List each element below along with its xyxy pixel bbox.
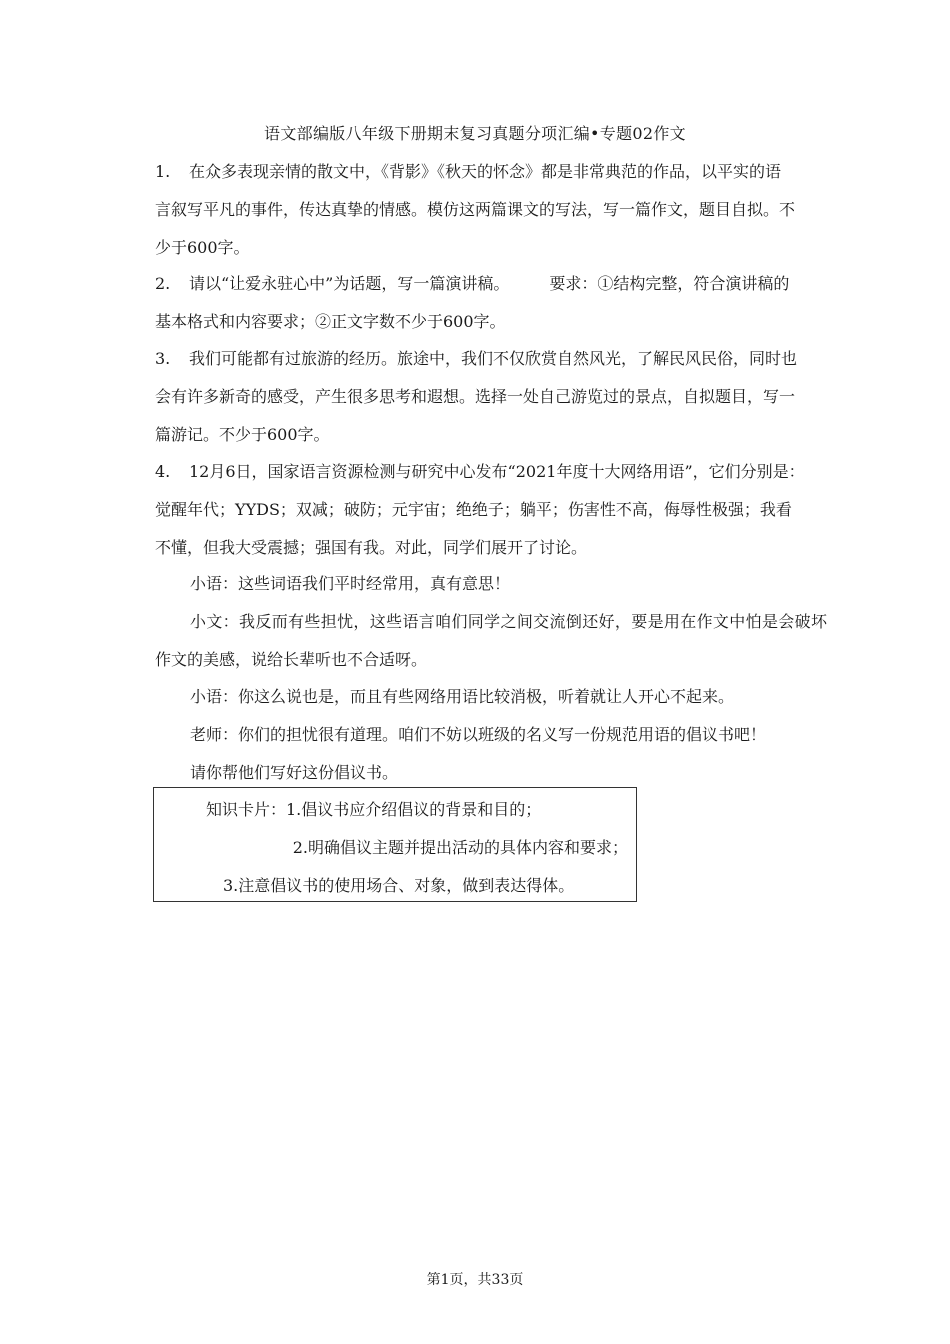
question-line: 言叙写平凡的事件，传达真挚的情感。模仿这两篇课文的写法，写一篇作文，题目自拟。不 <box>155 200 796 219</box>
question-3 <box>155 340 827 454</box>
question-line: 请以“让爱永驻心中”为话题，写一篇演讲稿。 要求：①结构完整，符合演讲稿的 <box>189 274 790 293</box>
question-1 <box>155 153 827 267</box>
question-4 <box>155 453 827 567</box>
question-line: 12月6日，国家语言资源检测与研究中心发布“2021年度十大网络用语”，它们分别是： <box>189 462 805 481</box>
question-line: 少于600字。 <box>155 238 250 257</box>
question-line: 我们可能都有过旅游的经历。旅途中，我们不仅欣赏自然风光，了解民风民俗，同时也 <box>189 349 798 368</box>
card-line-3: 3.注意倡议书的使用场合、对象，做到表达得体。 <box>223 876 575 895</box>
page-footer: 第1页，共33页 <box>426 1272 524 1288</box>
question-line: 觉醒年代；YYDS；双减；破防；元宇宙；绝绝子；躺平；伤害性不高，侮辱性极强；我看 <box>155 500 792 519</box>
card-line-2: 2.明确倡议主题并提出活动的具体内容和要求； <box>292 838 628 857</box>
instruction-line: 请你帮他们写好这份倡议书。 <box>190 763 399 782</box>
question-line: 基本格式和内容要求；②正文字数不少于600字。 <box>155 312 506 331</box>
question-line: 会有许多新奇的感受，产生很多思考和遐想。选择一处自己游览过的景点，自拟题目，写一 <box>155 387 796 406</box>
dialogue-line: 小文：我反而有些担忧，这些语言咱们同学之间交流倒还好，要是用在作文中怕是会破坏作文的美感，说给长辈听也不合适呀。 <box>155 612 827 669</box>
document-title: 语文部编版八年级下册期末复习真题分项汇编•专题02作文 <box>264 124 686 143</box>
dialogue-line: 小语：你这么说也是，而且有些网络用语比较消极，听着就让人开心不起来。 <box>190 687 735 706</box>
knowledge-card <box>153 787 637 902</box>
question-line: 在众多表现亲情的散文中，《背影》《秋天的怀念》都是非常典范的作品，以平实的语 <box>189 162 782 181</box>
question-number: 2. <box>155 274 171 293</box>
question-number: 1. <box>155 162 171 181</box>
question-number: 4. <box>155 462 171 481</box>
dialogue-line: 小语：这些词语我们平时经常用，真有意思！ <box>190 574 511 593</box>
question-2 <box>155 265 827 341</box>
card-line-1: 知识卡片：1.倡议书应介绍倡议的背景和目的； <box>206 800 542 819</box>
question-number: 3. <box>155 349 171 368</box>
dialogue-line: 老师：你们的担忧很有道理。咱们不妨以班级的名义写一份规范用语的倡议书吧！ <box>190 725 767 744</box>
question-line: 不懂，但我大受震撼；强国有我。对此，同学们展开了讨论。 <box>155 538 588 557</box>
question-line: 篇游记。不少于600字。 <box>155 425 330 444</box>
